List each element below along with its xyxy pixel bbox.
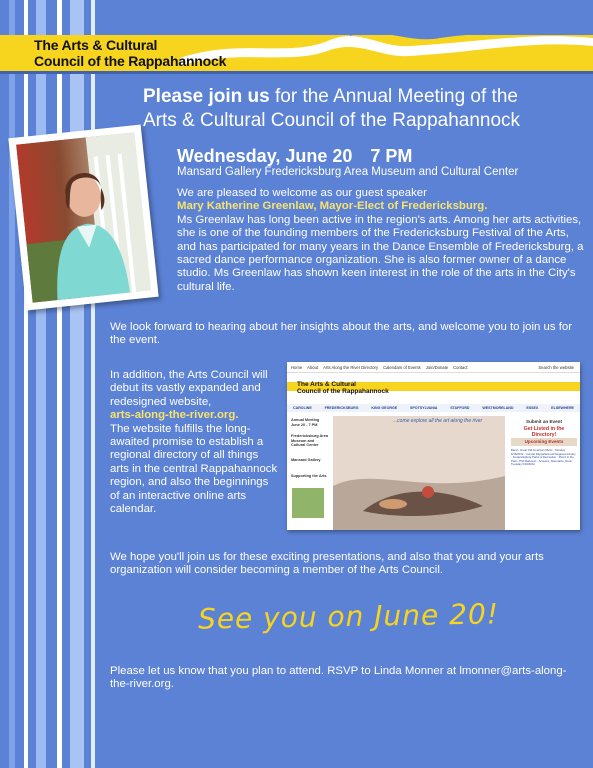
speaker-portrait-image bbox=[16, 132, 151, 303]
headline-rest: for the Annual Meeting of the bbox=[269, 86, 518, 107]
site-hero-art bbox=[333, 416, 505, 530]
site-tab: ELSEWHERE bbox=[551, 406, 574, 410]
website-paragraph bbox=[110, 369, 280, 516]
event-date-time bbox=[177, 146, 412, 166]
see-you-script: See you on June 20! bbox=[197, 597, 500, 636]
site-nav-item: Contact bbox=[453, 364, 468, 370]
site-county-tabs bbox=[287, 404, 580, 412]
headline-bold: Please join us bbox=[143, 86, 270, 107]
stripe-decoration bbox=[91, 0, 95, 768]
site-tab: CAROLINE bbox=[293, 406, 312, 410]
site-logo-line2: Council of the Rappahannock bbox=[297, 388, 389, 395]
site-hero-image bbox=[333, 416, 505, 530]
headline bbox=[143, 85, 583, 133]
site-header bbox=[287, 373, 580, 403]
site-tagline: ...come explore all the art along the river bbox=[393, 418, 483, 424]
site-tab: WESTMORELAND bbox=[482, 406, 514, 410]
site-side-supporting: Supporting the Arts bbox=[291, 474, 327, 478]
website-screenshot bbox=[287, 362, 580, 530]
site-get-listed: Get Listed in the Directory! bbox=[523, 426, 565, 438]
event-venue: Mansard Gallery Fredericksburg Area Museum and Cultural Center bbox=[177, 166, 519, 178]
site-sidebar bbox=[287, 414, 331, 530]
site-nav-item: About bbox=[307, 364, 319, 370]
rsvp-paragraph: Please let us know that you plan to attend. RSVP to Linda Monner at lmonner@arts-along-the-river.org. bbox=[110, 665, 567, 691]
intro-line1: We are pleased to welcome as our guest speaker bbox=[177, 187, 427, 199]
website-description: The website fulfills the long-awaited promise to establish a regional directory of all things arts in the central Rappahannock region, and also the beginnings of an interactive online arts calendar. bbox=[110, 422, 278, 516]
site-submit-event: Submit an Event bbox=[526, 419, 562, 424]
site-nav-item: Arts Along the River Directory bbox=[323, 364, 379, 370]
site-upcoming-events: Upcoming Events bbox=[511, 438, 577, 446]
site-nav-item: Join/Donate bbox=[425, 364, 449, 370]
site-side-meeting: Annual Meeting June 20 - 7 PM bbox=[291, 418, 320, 427]
event-date: Wednesday, June 20 bbox=[177, 146, 353, 166]
site-nav-bar bbox=[287, 362, 580, 373]
site-nav-item: Calendars of Events bbox=[383, 364, 421, 370]
speaker-photo bbox=[8, 125, 158, 311]
look-forward-paragraph: We look forward to hearing about her insights about the arts, and welcome you to join us for the event. bbox=[110, 321, 573, 347]
stripe-decoration bbox=[9, 0, 15, 768]
hope-paragraph: We hope you'll join us for these exciting presentations, and also that you and your arts organization will consider becoming a member of the Arts Council. bbox=[110, 551, 544, 577]
stripe-decoration bbox=[70, 0, 84, 768]
stripe-decoration bbox=[36, 0, 46, 768]
speaker-name: Mary Katherine Greenlaw, Mayor-Elect of Fredericksburg. bbox=[177, 200, 488, 213]
website-url-link[interactable]: arts-along-the-river.org. bbox=[110, 409, 239, 422]
stripe-decoration bbox=[24, 0, 28, 768]
site-side-gallery: Mansard Gallery bbox=[291, 458, 321, 462]
site-tab: ESSEX bbox=[526, 406, 539, 410]
council-name bbox=[34, 37, 254, 69]
site-nav-item: Home bbox=[291, 364, 303, 370]
stripe-decoration bbox=[57, 0, 62, 768]
site-logo bbox=[297, 381, 389, 395]
headline-line2: Arts & Cultural Council of the Rappahannock bbox=[143, 110, 521, 131]
speaker-intro bbox=[177, 187, 587, 294]
site-side-venue: Fredericksburg Area Museum and Cultural Center bbox=[291, 434, 328, 448]
speaker-bio: Ms Greenlaw has long been active in the region's arts. Among her arts activities, she is one of the founding members of the Fredericksburg Festival of the Arts, and has participated for many years in the Dance Ensemble of Fredericksburg, a sacred dance performance organization. She is also former owner of a dance studio. Ms Greenlaw has shown keen interest in the role of the arts in the City's cultural life. bbox=[177, 213, 584, 293]
site-side-thumbnail bbox=[292, 488, 324, 518]
council-name-line2: Council of the Rappahannock bbox=[34, 53, 227, 69]
site-tab: SPOTSYLVANIA bbox=[409, 406, 438, 410]
event-time: 7 PM bbox=[370, 146, 413, 166]
site-search-label: Search the website bbox=[538, 365, 574, 370]
website-intro-text: In addition, the Arts Council will debut its vastly expanded and redesigned website, bbox=[110, 369, 268, 408]
site-right-column bbox=[509, 414, 579, 530]
site-tab: STAFFORD bbox=[450, 406, 470, 410]
site-tab: KING GEORGE bbox=[371, 406, 398, 410]
council-name-line1: The Arts & Cultural bbox=[34, 37, 158, 53]
site-tab: FREDERICKSBURG bbox=[324, 406, 359, 410]
site-events-list: Band - Great Old American Music · Monday 6/18/2012 · Central Rappahannock Regional Library · Fredericksburg Parks & Recreation · Picnic in the Park - Phil Markman · Acoustic, Alternative, Rock · Tuesday 6/19/2012 bbox=[511, 448, 576, 467]
site-logo-line1: The Arts & Cultural bbox=[297, 381, 356, 388]
